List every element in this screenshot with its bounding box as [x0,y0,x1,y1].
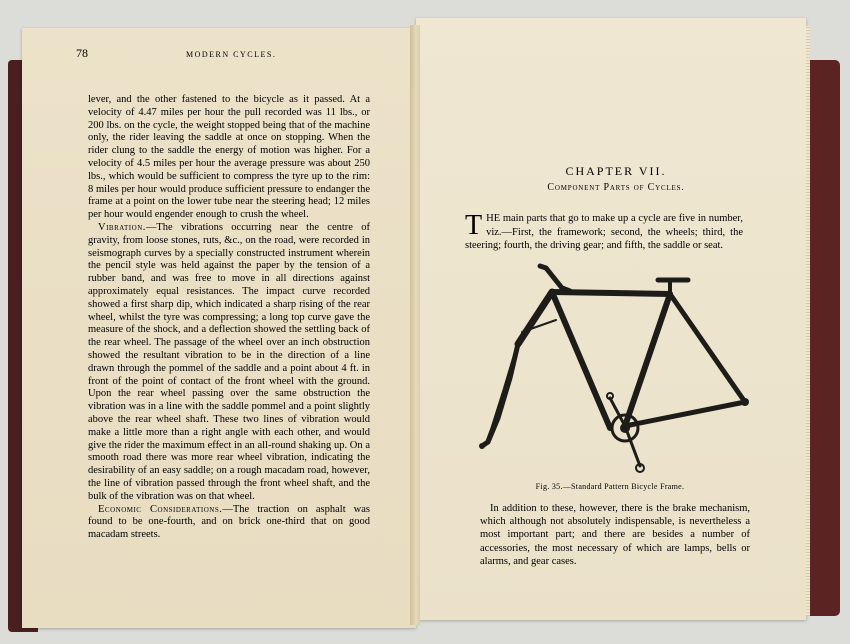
paragraph-velocity: lever, and the other fastened to the bicycle as it passed. At a velocity of 4.47 miles per hour the pull recorded was 11 lbs., or 200 lbs. on the cycle, the weight stopped being that of the machine only, the rider leaving the saddle at once on stopping. When the rider clung to the saddle the energy of motion was higher. For a velocity of 4.5 miles per hour the average pressure was about 250 lbs., which would be sufficient to compress the tyre up to the rim: 8 miles per hour would produce sufficient pressure to endanger the frame at a point on the lower tube near the steering head; 12 miles per hour would engender enough to crush the wheel. [88,94,370,221]
book-gutter [410,25,420,625]
section-title: Component Parts of Cycles. [547,182,685,193]
page-edges [806,26,810,616]
section-heading-economic: Economic Considerations. [98,503,223,515]
bicycle-frame-figure [460,258,760,480]
paragraph-economic: Economic Considerations.—The traction on asphalt was found to be one-fourth, and on brick one-third that on good macadam streets. [88,503,371,541]
drop-cap: T [465,210,483,241]
figure-caption: Fig. 35.—Standard Pattern Bicycle Frame. [535,482,685,491]
bicycle-frame-illustration [460,258,760,480]
right-page-body [480,502,750,568]
intro-paragraph: THE main parts that go to make up a cycle are five in number, viz.—First, the framework; second, the wheels; third, the steering; fourth, the driving gear; and fifth, the saddle or seat. [465,210,743,251]
page-number: 78 [76,46,88,60]
chapter-title: CHAPTER VII. [565,164,667,178]
closing-paragraph: In addition to these, however, there is the brake mechanism, which although not absolutely indispensable, is nevertheless a most important part; and there are besides a number of accessories, the most necessary of which are lamps, bells or alarms, and gear cases. [480,503,750,567]
running-head-title: MODERN CYCLES. [186,50,277,59]
left-page-body [88,94,370,542]
section-heading-vibration: Vibration. [98,221,146,233]
paragraph-vibration: Vibration.—The vibrations occurring near the centre of gravity, from loose stones, ruts, &c., on the road, were recorded in seismograph curves by a specially constructed instrument wherein the pencil style was held against the paper by the tension of a rubber band, and was free to move in all directions against approximately equal resistances. The impact curve recorded showed a first sharp dip, which indicated a sharp rising of the rear wheel, whilst the tyre was compressing; a long top curve gave the measure of the shock, and a deflection showed the settling back of the rear wheel. The passage of the wheel over an inch obstruction showed the resultant vibration to be in the direction of a line drawn through the pommel of the saddle and a point about 4 ft. in front of the point of contact of the front wheel with the ground. Upon the rear wheel passing over the same obstruction the vibration was in a line with the saddle pommel and a point slightly above the rear wheel shaft. These two lines of vibration would make a little more than a right angle with each other, and would give the rider the maximum effect in an all-round shaking up. On a smooth road there was more rear wheel vibration, indicating the desirability of an easy saddle; on a rough macadam road, however, the line of vibration passed through the front wheel shaft, and the bulk of the vibration was on that wheel. [88,221,370,502]
